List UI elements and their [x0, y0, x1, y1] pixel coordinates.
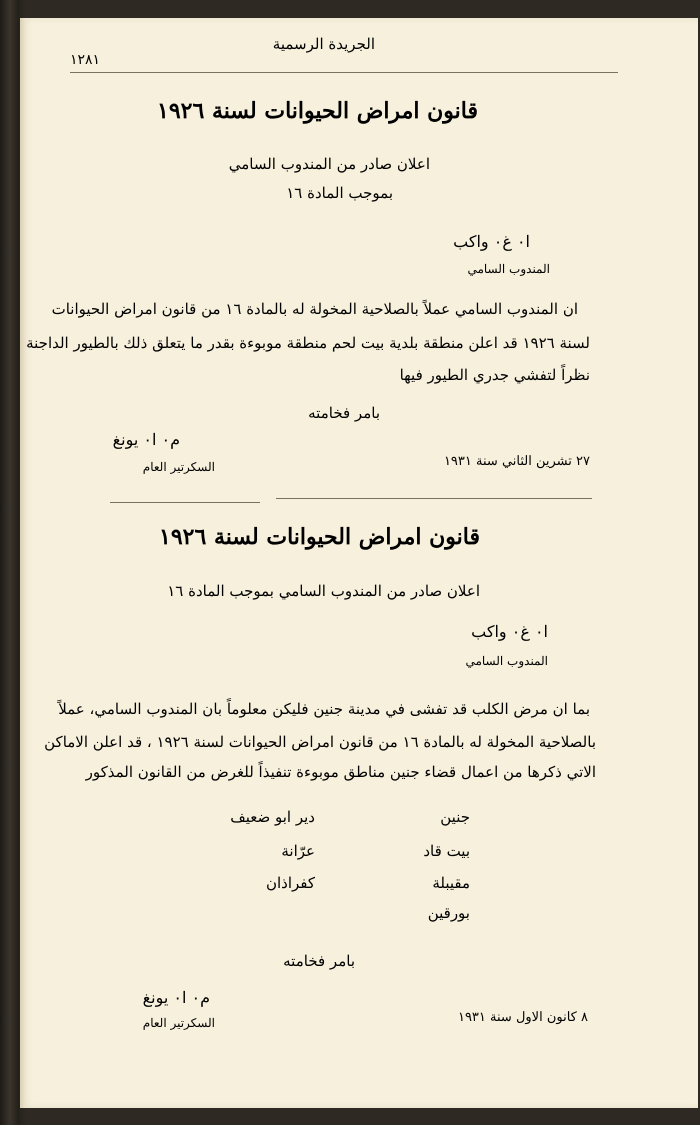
- notice2-signatory-role: المندوب السامي: [465, 654, 548, 668]
- divider-left: [110, 502, 260, 503]
- notice2-secretary-role: السكرتير العام: [142, 1016, 215, 1030]
- notice1-subtitle: اعلان صادر من المندوب السامي: [228, 155, 430, 173]
- notice1-title: قانون امراض الحيوانات لسنة ١٩٢٦: [157, 98, 478, 124]
- divider-right: [276, 498, 592, 499]
- place-item: عرّانة: [281, 842, 315, 860]
- notice1-article: بموجب المادة ١٦: [286, 184, 393, 202]
- notice2-date: ٨ كانون الاول سنة ١٩٣١: [457, 1010, 588, 1025]
- place-item: مقيبلة: [432, 874, 470, 892]
- notice1-by-order: بامر فخامته: [308, 404, 380, 422]
- notice1-signatory-role: المندوب السامي: [467, 262, 550, 276]
- place-item: جنين: [440, 808, 470, 826]
- page-number: ١٢٨١: [70, 52, 101, 68]
- notice1-signatory-name: ا٠ غ٠ واكب: [453, 232, 530, 251]
- notice1-secretary-role: السكرتير العام: [142, 460, 215, 474]
- notice1-date: ٢٧ تشرين الثاني سنة ١٩٣١: [443, 454, 590, 469]
- notice2-secretary-name: م٠ ا٠ يونغ: [142, 988, 210, 1007]
- notice2-subtitle: اعلان صادر من المندوب السامي بموجب المادة ١٦: [167, 582, 480, 600]
- notice1-body-line: ان المندوب السامي عملاً بالصلاحية المخولة له بالمادة ١٦ من قانون امراض الحيوانات: [51, 300, 578, 318]
- notice1-body-line: لسنة ١٩٢٦ قد اعلن منطقة بلدية بيت لحم منطقة موبوءة بقدر ما يتعلق ذلك بالطيور الداجنة: [26, 334, 590, 352]
- place-item: كفراذان: [265, 874, 315, 892]
- header-rule: [70, 72, 618, 73]
- notice2-body-line: الاتي ذكرها من اعمال قضاء جنين مناطق موبوءة تنفيذاً للغرض من القانون المذكور: [85, 763, 596, 781]
- document-page: [20, 18, 698, 1108]
- notice2-signatory-name: ا٠ غ٠ واكب: [471, 622, 548, 641]
- gazette-title: الجريدة الرسمية: [272, 35, 375, 53]
- notice2-body-line: بالصلاحية المخولة له بالمادة ١٦ من قانون امراض الحيوانات لسنة ١٩٢٦ ، قد اعلن الاماكن: [44, 733, 596, 751]
- notice1-secretary-name: م٠ ا٠ يونغ: [112, 430, 180, 449]
- notice2-title: قانون امراض الحيوانات لسنة ١٩٢٦: [159, 524, 480, 550]
- place-item: دير ابو ضعيف: [230, 808, 315, 826]
- notice2-by-order: بامر فخامته: [283, 952, 355, 970]
- notice1-body-line: نظراً لتفشي جدري الطيور فيها: [399, 366, 590, 384]
- notice2-body-line: بما ان مرض الكلب قد تفشى في مدينة جنين فليكن معلوماً بان المندوب السامي، عملاً: [58, 700, 590, 718]
- place-item: بورقين: [427, 904, 470, 922]
- page-edge: [20, 18, 26, 1108]
- place-item: بيت قاد: [423, 842, 470, 860]
